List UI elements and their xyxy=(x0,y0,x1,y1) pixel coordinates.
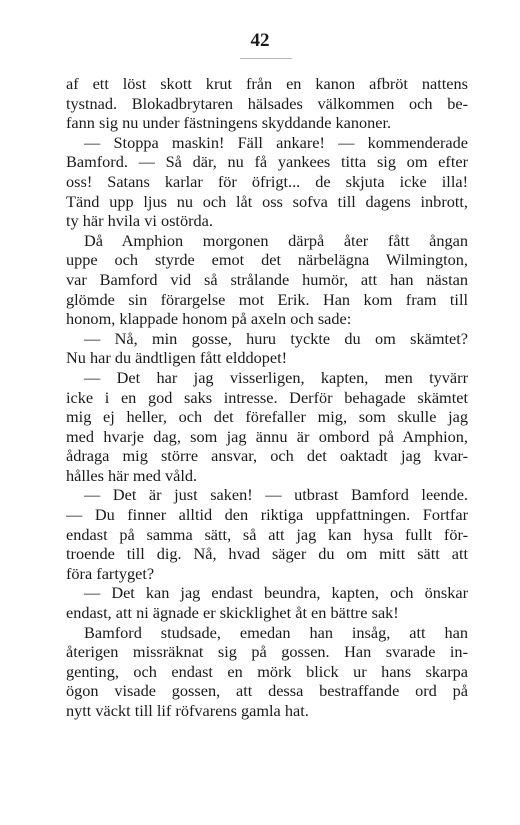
text-line: ådraga mig större ansvar, och det oaktadt jag kvar- xyxy=(66,446,468,466)
text-line: — Det kan jag endast beundra, kapten, och önskar xyxy=(84,583,468,603)
text-line: — Det har jag visserligen, kapten, men tyvärr xyxy=(84,367,468,387)
header-rule xyxy=(240,58,292,59)
text-line: föra fartyget? xyxy=(66,563,155,583)
text-line: endast, att ni ägnade er skicklighet åt en bättre sak! xyxy=(66,603,399,623)
text-line: nytt väckt till lif röfvarens gamla hat. xyxy=(66,701,309,720)
text-line: af ett löst skott krut från en kanon afbröt nattens xyxy=(66,74,468,93)
text-line: — Stoppa maskin! Fäll ankare! — kommenderade xyxy=(84,132,468,152)
text-line: återigen missräknat sig på gossen. Han svarade in- xyxy=(66,642,468,662)
text-line: — Nå, min gosse, huru tyckte du om skämtet? xyxy=(84,328,468,348)
text-line: Då Amphion morgonen därpå åter fått ångan xyxy=(84,230,468,250)
text-line: tystnad. Blokadbrytaren hälsades välkommen och be- xyxy=(66,93,468,113)
page-number: 42 xyxy=(250,30,270,51)
body-text xyxy=(66,74,468,721)
text-line: troende till dig. Nå, hvad säger du om mitt sätt att xyxy=(66,544,468,564)
text-line: fann sig nu under fästningens skyddande kanoner. xyxy=(66,113,392,133)
text-line: med hvarje dag, som jag ännu är ombord på Amphion, xyxy=(66,426,468,446)
text-line: oss! Satans karlar för öfrigt... de skjuta icke illa! xyxy=(66,171,468,191)
text-line: — Det är just saken! — utbrast Bamford leende. xyxy=(84,485,468,505)
text-line: uppe och styrde emot det närbelägna Wilmington, xyxy=(66,250,468,270)
text-line: glömde sin förargelse mot Erik. Han kom fram till xyxy=(66,289,468,309)
text-line: icke i en god saks intresse. Derför behagade skämtet xyxy=(66,387,468,407)
text-line: Nu har du ändtligen fått elddopet! xyxy=(66,348,288,368)
text-line: genting, och endast en mörk blick ur hans skarpa xyxy=(66,661,468,681)
text-line: ty här hvila vi ostörda. xyxy=(66,211,213,231)
text-line: Bamford. — Så där, nu få yankees titta sig om efter xyxy=(66,152,468,172)
text-line: ögon visade gossen, att dessa bestraffande ord på xyxy=(66,681,468,701)
text-line: var Bamford vid så strålande humör, att han nästan xyxy=(66,269,468,289)
text-line: — Du finner alltid den riktiga uppfattningen. Fortfar xyxy=(66,505,468,525)
text-line: mig ej heller, och det förefaller mig, som skulle jag xyxy=(66,407,468,427)
text-line: endast på samma sätt, så att jag kan hysa fullt för- xyxy=(66,524,468,544)
text-line: Bamford studsade, emedan han insåg, att han xyxy=(84,622,468,642)
text-line: honom, klappade honom på axeln och sade: xyxy=(66,309,352,329)
text-line: Tänd upp ljus nu och låt oss sofva till dagens inbrott, xyxy=(66,191,468,211)
text-line: hålles här med våld. xyxy=(66,465,198,485)
